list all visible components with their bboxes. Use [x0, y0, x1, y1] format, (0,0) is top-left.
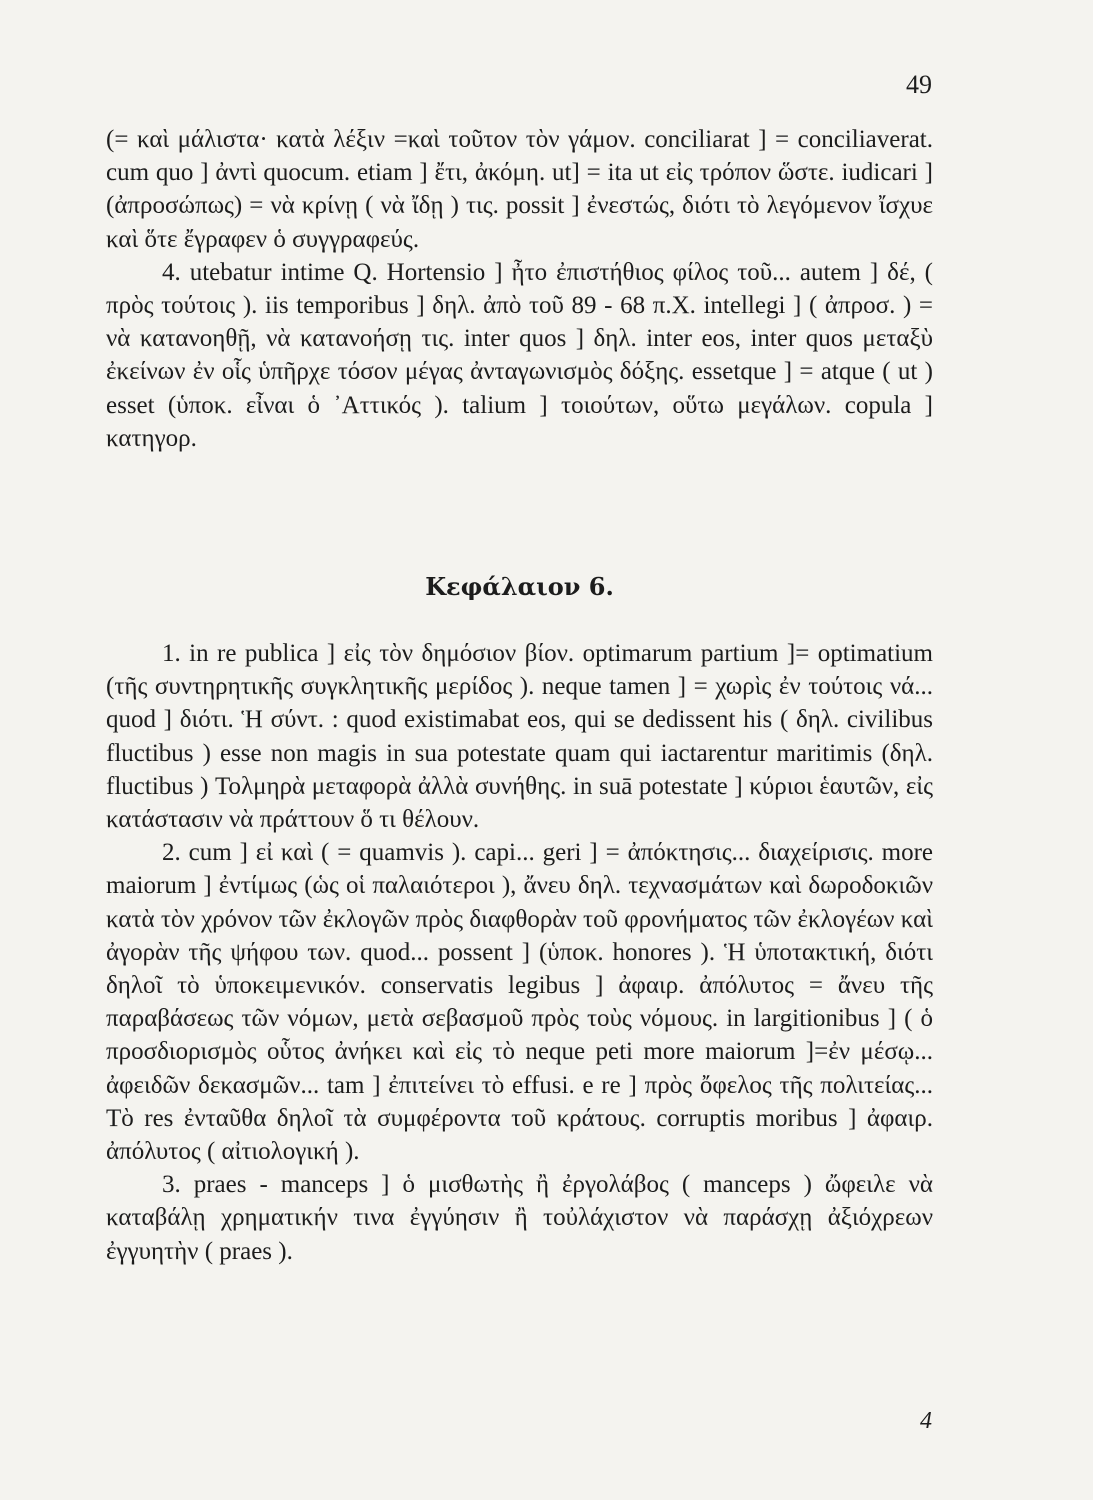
paragraph-4: 4. utebatur intime Q. Hortensio ] ἦτο ἐπιστήθιος φίλος τοῦ... autem ] δέ, ( πρὸς τούτοις ). iis temporibus ] δηλ. ἀπὸ τοῦ 89 - 68 π.Χ. intellegi ] ( ἀπροσ. ) = νὰ κατανοηθῇ, νὰ κατανοήσῃ τις. inter quos ] δηλ. inter eos, inter quos μεταξὺ ἐκείνων ἐν οἷς ὑπῆρχε τόσον μέγας ἀνταγωνισμὸς δόξης. essetque ] = atque ( ut ) esset (ὑποκ. εἶναι ὁ ᾿Αττικός ). talium ] τοιούτων, οὕτω μεγάλων. copula ] κατηγορ. [106, 258, 933, 452]
paragraph-intro: (= καὶ μάλιστα· κατὰ λέξιν =καὶ τοῦτον τὸν γάμον. conciliarat ] = conciliaverat. cum quo ] ἀντὶ quocum. etiam ] ἔτι, ἀκόμη. ut] = ita ut εἰς τρόπον ὥστε. iudicari ] (ἀπροσώπως) = νὰ κρίνῃ ( νὰ ἴδῃ ) τις. possit ] ἐνεστώς, διότι τὸ λεγόμενον ἴσχυε καὶ ὅτε ἔγραφεν ὁ συγγραφεύς. [106, 126, 933, 253]
printer-signature: 4 [920, 1408, 932, 1434]
chapter-heading: Κεφάλαιον 6. [425, 572, 614, 601]
paragraph-2: 2. cum ] εἰ καὶ ( = quamvis ). capi... geri ] = ἀπόκτησις... διαχείρισις. more maiorum ] ἐντίμως (ὡς οἱ παλαιότεροι ), ἄνευ δηλ. τεχνασμάτων καὶ δωροδοκιῶν κατὰ τὸν χρόνον τῶν ἐκλογῶν πρὸς διαφθορὰν τοῦ φρονήματος τῶν ἐκλογέων καὶ ἀγορὰν τῆς ψήφου των. quod... possent ] (ὑποκ. honores ). Ἡ ὑποτακτική, διότι δηλοῖ τὸ ὑποκειμενικόν. conservatis legibus ] ἀφαιρ. ἀπόλυτος = ἄνευ τῆς παραβάσεως τῶν νόμων, μετὰ σεβασμοῦ πρὸς τοὺς νόμους. in largitionibus ] ( ὁ προσδιορισμὸς οὗτος ἀνήκει καὶ εἰς τὸ neque peti more maiorum ]=ἐν μέσῳ... ἀφειδῶν δεκασμῶν... tam ] ἐπιτείνει τὸ effusi. e re ] πρὸς ὄφελος τῆς πολιτείας... Τὸ res ἐνταῦθα δηλοῖ τὰ συμφέροντα τοῦ κράτους. corruptis moribus ] ἀφαιρ. ἀπόλυτος ( αἰτιολογική ). [106, 839, 933, 1166]
paragraph-1: 1. in re publica ] εἰς τὸν δημόσιον βίον. optimarum partium ]= optimatium (τῆς συντηρητικῆς συγκλητικῆς μερίδος ). neque tamen ] = χωρὶς ἐν τούτοις νά... quod ] διότι. Ἡ σύντ. : quod existimabat eos, qui se dedissent his ( δηλ. civilibus fluctibus ) esse non magis in sua potestate quam qui iactarentur maritimis (δηλ. fluctibus ) Τολμηρὰ μεταφορὰ ἀλλὰ συνήθης. in suā potestate ] κύριοι ἑαυτῶν, εἰς κατάστασιν νὰ πράττουν ὅ τι θέλουν. [106, 640, 933, 834]
commentary-chapter-6 [106, 637, 933, 1268]
commentary-top [106, 123, 933, 455]
paragraph-3: 3. praes - manceps ] ὁ μισθωτὴς ἢ ἐργολάβος ( manceps ) ὤφειλε νὰ καταβάλῃ χρηματικήν τινα ἐγγύησιν ἢ τοὐλάχιστον νὰ παράσχῃ ἀξιόχρεων ἐγγυητὴν ( praes ). [106, 1171, 934, 1265]
page-number: 49 [906, 70, 932, 99]
